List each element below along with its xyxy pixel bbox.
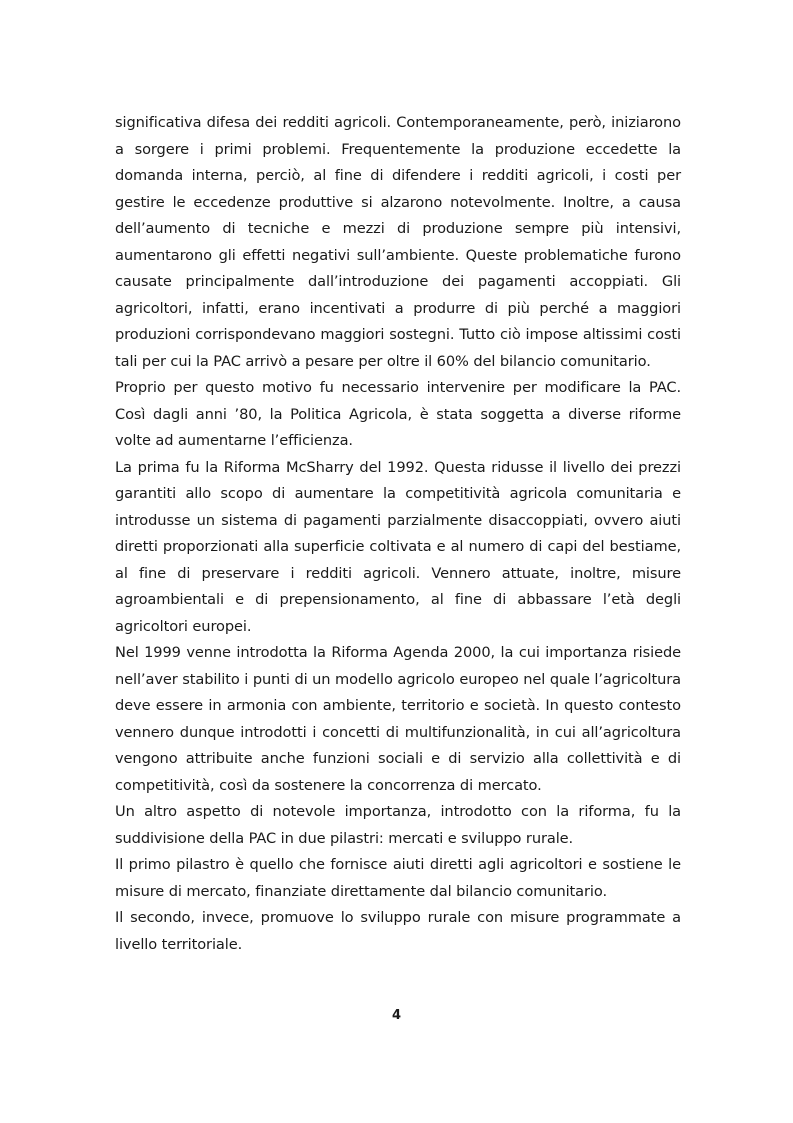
page-number: 4 [391,1008,402,1023]
paragraph: Il secondo, invece, promuove lo sviluppo rurale con misure programmate a livello territoriale. [115,909,681,953]
paragraph: Nel 1999 venne introdotta la Riforma Agenda 2000, la cui importanza risiede nell’aver stabilito i punti di un modello agricolo europeo nel quale l’agricoltura deve essere in armonia con ambiente, territorio e società. In questo contesto vennero dunque introdotti i concetti di multifunzionalità, in cui all’agricoltura vengono attribuite anche funzioni sociali e di servizio alla collettività e di competitività, così da sostenere la concorrenza di mercato. [115,644,681,794]
paragraph: Proprio per questo motivo fu necessario intervenire per modificare la PAC. Così dagli anni ’80, la Politica Agricola, è stata soggetta a diverse riforme volte ad aumentarne l’efficienza. [115,379,681,449]
paragraph: Un altro aspetto di notevole importanza, introdotto con la riforma, fu la suddivisione della PAC in due pilastri: mercati e sviluppo rurale. [115,803,681,847]
body-text [115,110,681,958]
paragraph: Il primo pilastro è quello che fornisce aiuti diretti agli agricoltori e sostiene le misure di mercato, finanziate direttamente dal bilancio comunitario. [115,856,681,900]
paragraph: significativa difesa dei redditi agricoli. Contemporaneamente, però, iniziarono a sorgere i primi problemi. Frequentemente la produzione eccedette la domanda interna, perciò, al fine di difendere i redditi agricoli, i costi per gestire le eccedenze produttive si alzarono notevolmente. Inoltre, a causa dell’aumento di tecniche e mezzi di produzione sempre più intensivi, aumentarono gli effetti negativi sull’ambiente. Queste problematiche furono causate principalmente dall’introduzione dei pagamenti accoppiati. Gli agricoltori, infatti, erano incentivati a produrre di più perché a maggiori produzioni corrispondevano maggiori sostegni. Tutto ciò impose altissimi costi tali per cui la PAC arrivò a pesare per oltre il 60% del bilancio comunitario. [115,114,681,370]
paragraph: La prima fu la Riforma McSharry del 1992. Questa ridusse il livello dei prezzi garantiti allo scopo di aumentare la competitività agricola comunitaria e introdusse un sistema di pagamenti parzialmente disaccoppiati, ovvero aiuti diretti proporzionati alla superficie coltivata e al numero di capi del bestiame, al fine di preservare i redditi agricoli. Vennero attuate, inoltre, misure agroambientali e di prepensionamento, al fine di abbassare l’età degli agricoltori europei. [115,458,681,635]
